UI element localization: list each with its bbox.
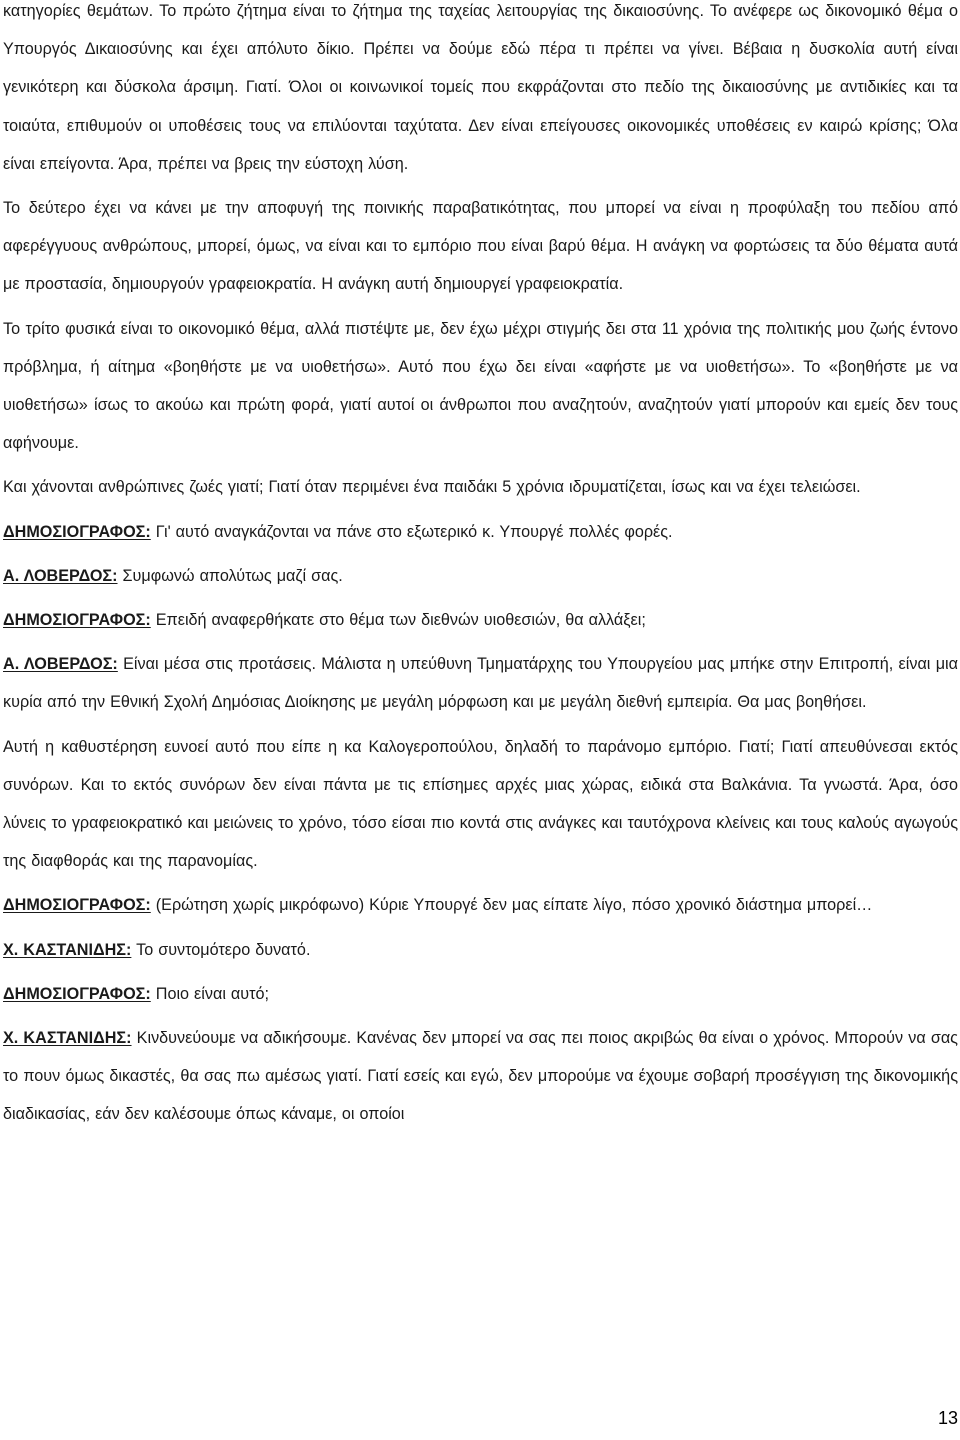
speaker-name: ΔΗΜΟΣΙΟΓΡΑΦΟΣ:: [3, 984, 151, 1003]
dialogue-text: Κινδυνεύουμε να αδικήσουμε. Κανένας δεν μπορεί να σας πει ποιος ακριβώς θα είναι ο χρόνος. Μπορούν να σας το πουν όμως δικαστές, θα σας πω αμέσως γιατί. Γιατί εσείς και εγώ, δεν μπορούμε να έχουμε σοβαρή προσέγγιση της δικονομικής διαδικασίας, εάν δεν καλέσουμε όπως κάναμε, οι οποίοι: [3, 1029, 958, 1124]
paragraph-2: [3, 189, 958, 304]
paragraph-text: Το τρίτο φυσικά είναι το οικονομικό θέμα, αλλά πιστέψτε με, δεν έχω μέχρι στιγμής δει στα 11 χρόνια της πολιτικής μου ζωής έντονο πρόβλημα, ή αίτημα «βοηθήστε με να υιοθετήσω». Αυτό που έχω δει είναι «αφήστε με να υιοθετήσω». Το «βοηθήστε με να υιοθετήσω» ίσως το ακούω και πρώτη φορά, γιατί αυτοί οι άνθρωποι που αναζητούν, αναζητούν γιατί μπορούν και εμείς δεν τους αφήνουμε.: [3, 319, 958, 453]
speaker-name: Α. ΛΟΒΕΡΔΟΣ:: [3, 566, 118, 585]
dialogue-text: Το συντομότερο δυνατό.: [131, 940, 311, 959]
paragraph-text: κατηγορίες θεμάτων. Το πρώτο ζήτημα είναι το ζήτημα της ταχείας λειτουργίας της δικαιοσύνης. Το ανέφερε ως δικονομικό θέμα ο Υπουργός Δικαιοσύνης και έχει απόλυτο δίκιο. Πρέπει να δούμε εδώ πέρα τι πρέπει να γίνει. Βέβαια η δυσκολία αυτή είναι γενικότερη και δύσκολα άρσιμη. Γιατί. Όλοι οι κοινωνικοί τομείς που εκφράζονται στο πεδίο της δικαιοσύνης με αντιδικίες και τα τοιαύτα, επιθυμούν οι υποθέσεις τους να επιλύονται ταχύτατα. Δεν είναι επείγουσες οικονομικές υποθέσεις εν καιρώ κρίσης; Όλα είναι επείγοντα. Άρα, πρέπει να βρεις την εύστοχη λύση.: [3, 2, 958, 173]
speaker-name: ΔΗΜΟΣΙΟΓΡΑΦΟΣ:: [3, 896, 151, 915]
dialogue-text: Γι' αυτό αναγκάζονται να πάνε στο εξωτερικό κ. Υπουργέ πολλές φορές.: [150, 522, 673, 541]
paragraph-text: Αυτή η καθυστέρηση ευνοεί αυτό που είπε η κα Καλογεροπούλου, δηλαδή το παράνομο εμπόριο. Γιατί; Γιατί απευθύνεσαι εκτός συνόρων. Και το εκτός συνόρων δεν είναι πάντα με τις επίσημες αρχές μιας χώρας, ειδικά στα Βαλκάνια. Τα γνωστά. Άρα, όσο λύνεις το γραφειοκρατικό και μειώνεις το χρόνο, τόσο είσαι πιο κοντά στις ανάγκες και ταυτόχρονα κλείνεις και τους καλούς αγωγούς της διαφθοράς και της παρανομίας.: [3, 737, 958, 871]
speaker-name: Α. ΛΟΒΕΡΔΟΣ:: [3, 655, 118, 674]
paragraph-text: Το δεύτερο έχει να κάνει με την αποφυγή της ποινικής παραβατικότητας, που μπορεί να είναι η προφύλαξη του πεδίου από αφερέγγυους ανθρώπους, μπορεί, όμως, να είναι και το εμπόριο που είναι βαρύ θέμα. Η ανάγκη να φορτώσεις τα δύο θέματα αυτά με προστασία, δημιουργούν γραφειοκρατία. Η ανάγκη αυτή δημιουργεί γραφειοκρατία.: [3, 199, 958, 294]
paragraph-4: [3, 468, 958, 506]
page-number: 13: [937, 1408, 958, 1428]
dialogue-text: Είναι μέσα στις προτάσεις. Μάλιστα η υπεύθυνη Τμηματάρχης του Υπουργείου μας μπήκε στην Επιτροπή, είναι μια κυρία από την Εθνική Σχολή Δημόσιας Διοίκησης με μεγάλη μόρφωση και με μεγάλη διεθνή εμπειρία. Θα μας βοηθήσει.: [3, 655, 958, 712]
dialogue-kastanidis-1: [3, 931, 958, 969]
document-page: [3, 0, 958, 1134]
paragraph-text: Και χάνονται ανθρώπινες ζωές γιατί; Γιατί όταν περιμένει ένα παιδάκι 5 χρόνια ιδρυματίζεται, ίσως και να έχει τελειώσει.: [3, 478, 861, 497]
dialogue-text: Επειδή αναφερθήκατε στο θέμα των διεθνών υιοθεσιών, θα αλλάξει;: [150, 611, 646, 630]
paragraph-1: [3, 0, 958, 183]
speaker-name: Χ. ΚΑΣΤΑΝΙΔΗΣ:: [3, 1029, 132, 1048]
paragraph-3: [3, 310, 958, 463]
dialogue-journalist-4: [3, 975, 958, 1013]
dialogue-text: Ποιο είναι αυτό;: [150, 984, 270, 1003]
dialogue-loverdos-2: [3, 645, 958, 721]
dialogue-kastanidis-2: [3, 1019, 958, 1134]
speaker-name: ΔΗΜΟΣΙΟΓΡΑΦΟΣ:: [3, 522, 151, 541]
dialogue-text: (Ερώτηση χωρίς μικρόφωνο) Κύριε Υπουργέ δεν μας είπατε λίγο, πόσο χρονικό διάστημα μπορεί…: [150, 896, 873, 915]
dialogue-journalist-2: [3, 601, 958, 639]
speaker-name: Χ. ΚΑΣΤΑΝΙΔΗΣ:: [3, 940, 132, 959]
paragraph-9: [3, 728, 958, 881]
dialogue-text: Συμφωνώ απολύτως μαζί σας.: [117, 566, 343, 585]
dialogue-journalist-3: [3, 886, 958, 924]
speaker-name: ΔΗΜΟΣΙΟΓΡΑΦΟΣ:: [3, 611, 151, 630]
dialogue-journalist-1: [3, 513, 958, 551]
dialogue-loverdos-1: [3, 557, 958, 595]
